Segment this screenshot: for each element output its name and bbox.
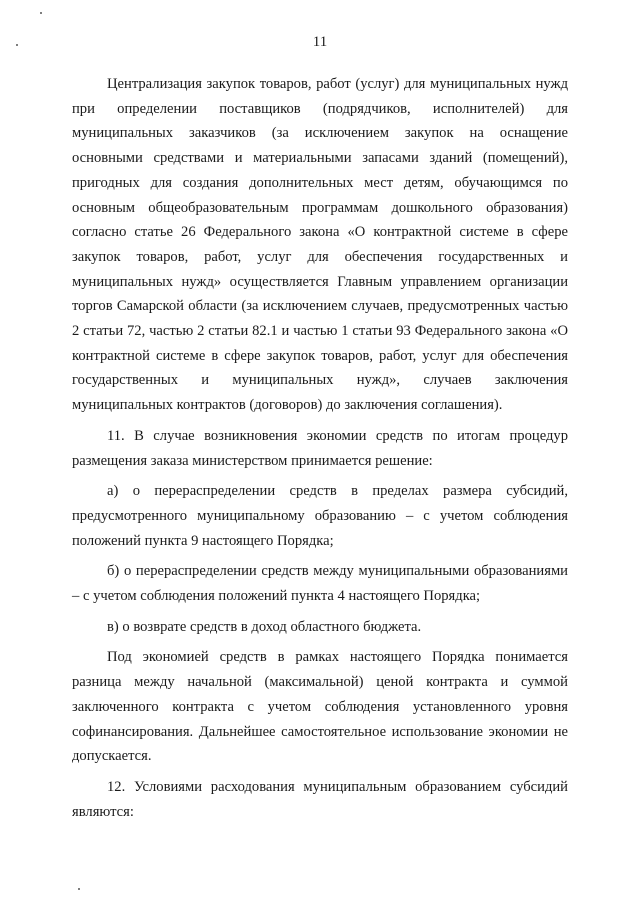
document-body: [72, 72, 568, 830]
paragraph-item-11: 11. В случае возникновения экономии средств по итогам процедур размещения заказа министерством принимается решение:: [72, 427, 568, 469]
paragraph-item-12: 12. Условиями расходования муниципальным образованием субсидий являются:: [72, 778, 568, 820]
scan-speck: [16, 44, 18, 46]
scan-speck: [78, 888, 80, 890]
paragraph-centralization: Централизация закупок товаров, работ (услуг) для муниципальных нужд при определении поставщиков (подрядчиков, исполнителей) для муниципальных заказчиков (за исключением закупок на оснащение основными средствами и материальными запасами зданий (помещений), пригодных для создания дополнительных мест детям, обучающимся по основным общеобразовательным программам дошкольного образования) согласно статье 26 Федерального закона «О контрактной системе в сфере закупок товаров, работ, услуг для обеспечения государственных и муниципальных нужд» осуществляется Главным управлением организации торгов Самарской области (за исключением случаев, предусмотренных частью 2 статьи 72, частью 2 статьи 82.1 и частью 1 статьи 93 Федерального закона «О контрактной системе в сфере закупок товаров, работ, услуг для обеспечения государственных и муниципальных нужд», случаев заключения муниципальных контрактов (договоров) до заключения соглашения).: [72, 76, 568, 414]
paragraph-option-v: в) о возврате средств в доход областного бюджета.: [107, 618, 422, 635]
scan-speck: [40, 12, 42, 14]
paragraph-option-a: а) о перераспределении средств в пределах размера субсидий, предусмотренного муниципальному образованию – с учетом соблюдения положений пункта 9 настоящего Порядка;: [72, 483, 568, 549]
paragraph-option-b: б) о перераспределении средств между муниципальными образованиями – с учетом соблюдения положений пункта 4 настоящего Порядка;: [72, 563, 568, 605]
page-number: 11: [312, 34, 328, 50]
paragraph-savings-definition: Под экономией средств в рамках настоящего Порядка понимается разница между начальной (максимальной) ценой контракта и суммой заключенного контракта с учетом соблюдения установленного уровня софинансирования. Дальнейшее самостоятельное использование экономии не допускается.: [72, 649, 568, 765]
